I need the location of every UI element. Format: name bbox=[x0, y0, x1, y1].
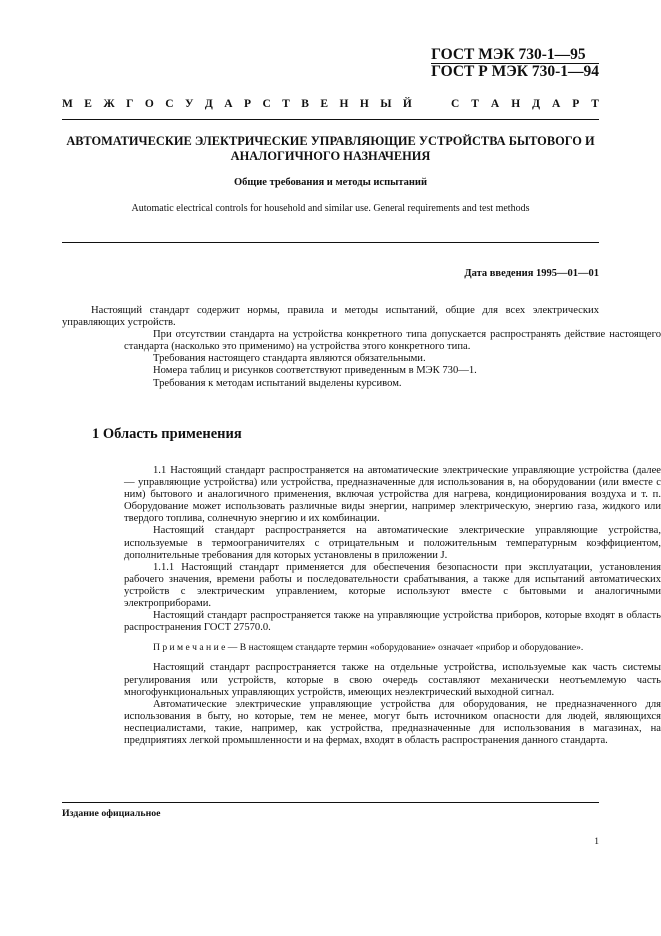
section-paragraph: 1.1 Настоящий стандарт распространяется на автоматические электрические управляющие устройства (далее — управляющие устройства) или устройства, предназначенные для использования в, на оборудовании (или вместе с ним) бытового и аналогичного применения, включая устройства для нагрева, кондиционирования воздуха и т. п. Оборудование может использовать различные виды энергии, например электрическую, энергию газа, жидкого или твердого топлива, солнечную энергию и их комбинации. bbox=[124, 465, 661, 525]
intro-paragraph: Настоящий стандарт содержит нормы, правила и методы испытаний, общие для всех электрических управляющих устройств. bbox=[62, 305, 599, 329]
letter: Ы bbox=[380, 98, 392, 110]
footer-rule bbox=[62, 802, 599, 803]
date-of-introduction: Дата введения 1995—01—01 bbox=[464, 268, 599, 279]
section-paragraph: Настоящий стандарт распространяется также на управляющие устройства приборов, которые входят в область распространения ГОСТ 27570.0. bbox=[124, 610, 661, 634]
letter: А bbox=[552, 98, 561, 110]
letter: Н bbox=[359, 98, 369, 110]
intro-paragraph: При отсутствии стандарта на устройства конкретного типа допускается распространять действие настоящего стандарта (насколько это применимо) на устройства этого конкретного типа. bbox=[124, 329, 661, 353]
letter: Н bbox=[339, 98, 349, 110]
letter: М bbox=[62, 98, 73, 110]
intro-paragraph: Требования к методам испытаний выделены курсивом. bbox=[153, 377, 402, 389]
letter: Й bbox=[402, 98, 412, 110]
letter: Е bbox=[84, 98, 92, 110]
intro-paragraph: Номера таблиц и рисунков соответствуют приведенным в МЭК 730—1. bbox=[153, 365, 477, 377]
letter: Д bbox=[204, 98, 213, 110]
standard-code-2: ГОСТ Р МЭК 730-1—94 bbox=[431, 63, 599, 80]
page-number: 1 bbox=[594, 837, 599, 847]
letter: С bbox=[451, 98, 460, 110]
letter: Т bbox=[591, 98, 599, 110]
letter: О bbox=[144, 98, 154, 110]
letter: А bbox=[490, 98, 500, 110]
official-edition-label: Издание официальное bbox=[62, 808, 161, 819]
standard-type-heading bbox=[62, 98, 599, 110]
intro-paragraph: Требования настоящего стандарта являются обязательными. bbox=[153, 353, 426, 365]
standard-type-word-1 bbox=[62, 98, 412, 110]
title-rule bbox=[62, 242, 599, 243]
top-rule bbox=[62, 119, 599, 120]
section-paragraph: 1.1.1 Настоящий стандарт применяется для обеспечения безопасности при эксплуатации, установления рабочего значения, времени работы и последовательности срабатывания, а также для испытаний автоматических устройств с электрическим управлением, которые используют вместе с бытовыми и аналогичными электроприборами. bbox=[124, 561, 661, 610]
letter: Н bbox=[511, 98, 521, 110]
letter: Д bbox=[532, 98, 541, 110]
letter: Р bbox=[572, 98, 580, 110]
letter: У bbox=[185, 98, 194, 110]
letter: Т bbox=[282, 98, 290, 110]
letter: Ж bbox=[103, 98, 115, 110]
section-paragraph: Настоящий стандарт распространяется также на отдельные устройства, используемые как часть системы регулирования или устройств, которые в свою очередь составляют механически неотъемлемую часть многофункциональных управляющих устройств, имеющих неэлектрический выходной сигнал. bbox=[124, 662, 661, 698]
letter: С bbox=[165, 98, 174, 110]
english-title: Automatic electrical controls for household and similar use. General requirements and test methods bbox=[131, 203, 530, 214]
standard-code-1: ГОСТ МЭК 730-1—95 bbox=[431, 46, 586, 63]
section-body bbox=[0, 465, 661, 747]
letter: Г bbox=[126, 98, 134, 110]
standard-codes bbox=[431, 47, 599, 80]
section-heading: 1 Область применения bbox=[92, 426, 242, 442]
letter: А bbox=[224, 98, 233, 110]
letter: С bbox=[262, 98, 271, 110]
standard-type-word-2 bbox=[451, 98, 599, 110]
document-subtitle: Общие требования и методы испытаний bbox=[233, 177, 428, 188]
section-paragraph: Настоящий стандарт распространяется на автоматические электрические управляющие устройства, используемые в термоограничителях с отрицательным и положительным температурным коэффициентом, дополнительные требования для которых установлены в приложении J. bbox=[124, 525, 661, 561]
letter: В bbox=[301, 98, 309, 110]
section-paragraph: Автоматические электрические управляющие устройства для оборудования, не предназначенного для использования в быту, но которые, тем не менее, могут быть источником опасности для людей, являющихся неспециалистами, такие, например, как устройства, предназначенные для использования в магазинах, на предприятиях легкой промышленности и на фермах, входят в область распространения данного стандарта. bbox=[124, 698, 661, 746]
letter: Т bbox=[471, 98, 479, 110]
intro-block bbox=[0, 305, 661, 390]
letter: Р bbox=[243, 98, 252, 110]
document-title: АВТОМАТИЧЕСКИЕ ЭЛЕКТРИЧЕСКИЕ УПРАВЛЯЮЩИЕ УСТРОЙСТВА БЫТОВОГО И АНАЛОГИЧНОГО НАЗНАЧЕНИЯ bbox=[66, 134, 595, 163]
note: П р и м е ч а н и е — В настоящем стандарте термин «оборудование» означает «прибор и оборудование». bbox=[153, 642, 584, 654]
letter: Е bbox=[320, 98, 329, 110]
